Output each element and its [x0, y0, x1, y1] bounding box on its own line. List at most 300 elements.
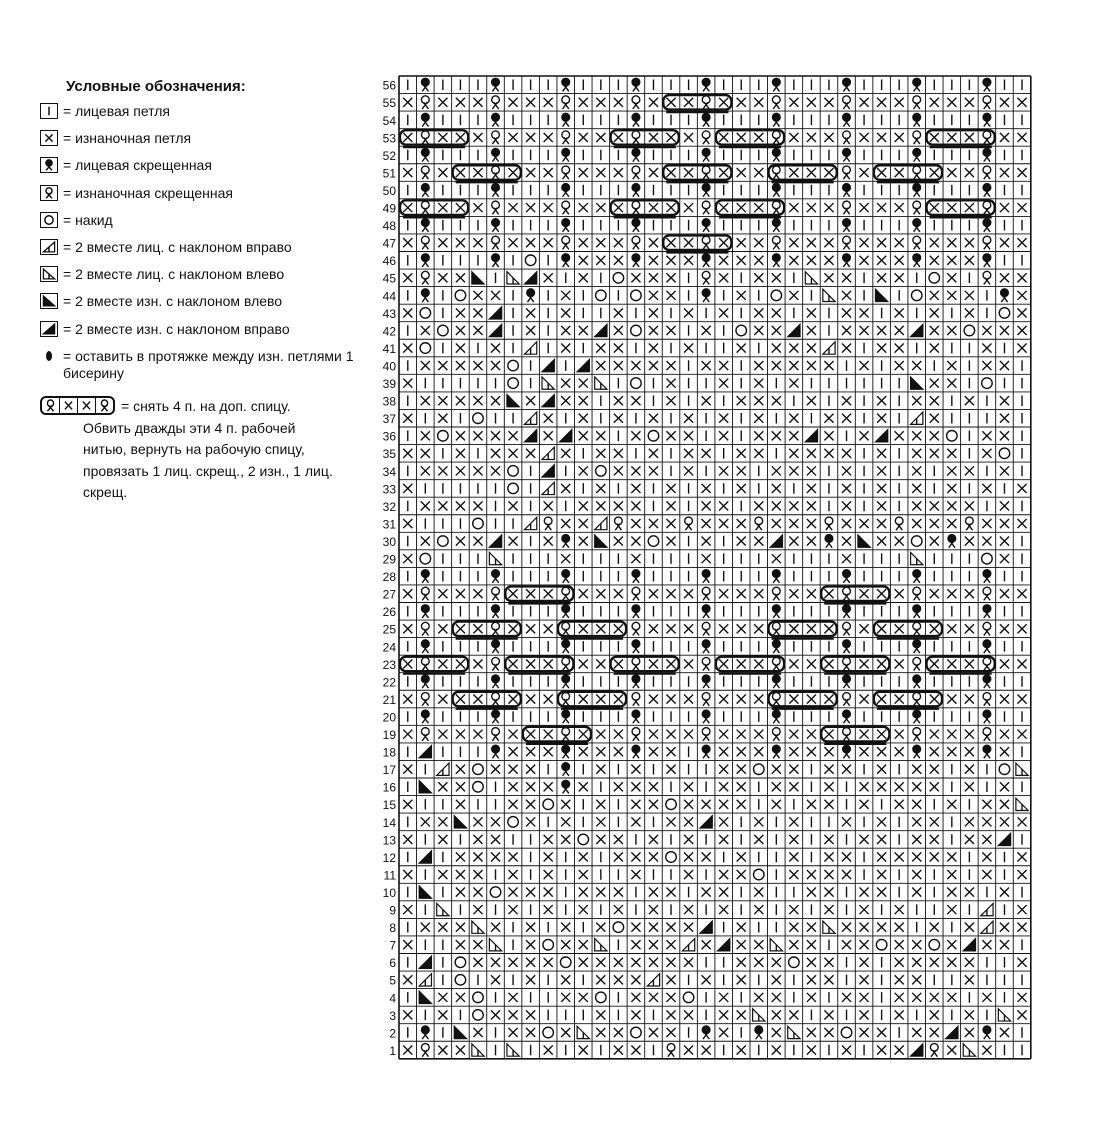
purl-twisted-stitch [492, 657, 500, 670]
purl-stitch [789, 923, 798, 932]
purl-stitch [772, 993, 781, 1002]
purl-stitch [754, 888, 763, 897]
purl-stitch [544, 782, 553, 791]
purl-stitch [684, 431, 693, 440]
purl-stitch [702, 888, 711, 897]
purl-stitch [509, 888, 518, 897]
purl-stitch [824, 168, 833, 177]
row-number: 10 [382, 885, 396, 900]
purl-stitch [1000, 361, 1009, 370]
purl-twisted-stitch [492, 96, 500, 109]
purl-stitch [842, 817, 851, 826]
k2tog-left-stitch [770, 939, 782, 951]
purl-stitch [631, 782, 640, 791]
purl-stitch [649, 782, 658, 791]
purl-stitch [596, 256, 605, 265]
purl-stitch [684, 238, 693, 247]
knit-twisted-stitch [983, 219, 991, 232]
purl-stitch [631, 975, 640, 984]
purl-stitch [824, 431, 833, 440]
purl-stitch [438, 1045, 447, 1054]
knit-twisted-stitch [421, 184, 429, 197]
k2tog-right-stitch [437, 763, 449, 775]
k2tog-left-stitch [963, 1044, 975, 1056]
row-number: 48 [382, 219, 396, 234]
purl-twisted-stitch [562, 657, 570, 670]
purl-twisted-stitch [913, 201, 921, 214]
knit-twisted-stitch [772, 78, 780, 91]
purl-stitch [438, 624, 447, 633]
k2tog-right-stitch [981, 921, 993, 933]
purl-stitch [860, 624, 869, 633]
knit-twisted-stitch [632, 675, 640, 688]
purl-stitch [737, 537, 746, 546]
purl-stitch [807, 484, 816, 493]
purl-stitch [965, 782, 974, 791]
purl-stitch [596, 501, 605, 510]
purl-stitch [947, 361, 956, 370]
purl-stitch [403, 343, 412, 352]
purl-stitch [860, 326, 869, 335]
purl-stitch [438, 923, 447, 932]
purl-stitch [824, 1028, 833, 1037]
yarn-over-stitch [929, 273, 940, 284]
purl-stitch [860, 1028, 869, 1037]
purl-stitch [561, 835, 570, 844]
purl-twisted-stitch [702, 728, 710, 741]
purl-stitch [526, 396, 535, 405]
purl-stitch [930, 519, 939, 528]
purl-stitch [789, 782, 798, 791]
purl-twisted-stitch [421, 1044, 429, 1057]
knit-twisted-stitch [772, 570, 780, 583]
purl-stitch [1000, 1028, 1009, 1037]
knit-twisted-stitch [913, 184, 921, 197]
knit-twisted-stitch [562, 184, 570, 197]
purl-stitch [1017, 923, 1026, 932]
purl-twisted-stitch [632, 201, 640, 214]
purl-stitch [614, 888, 623, 897]
purl-twisted-stitch [843, 96, 851, 109]
purl-stitch [895, 238, 904, 247]
knit-twisted-stitch [421, 605, 429, 618]
purl-stitch [649, 519, 658, 528]
purl-stitch [649, 273, 658, 282]
purl-stitch [860, 958, 869, 967]
purl-stitch [965, 291, 974, 300]
purl-twisted-stitch [843, 166, 851, 179]
purl-stitch [947, 519, 956, 528]
purl-stitch [912, 888, 921, 897]
purl-twisted-stitch [492, 622, 500, 635]
purl-stitch [807, 361, 816, 370]
purl-stitch [438, 466, 447, 475]
purl-stitch [526, 1028, 535, 1037]
purl-stitch [754, 326, 763, 335]
p2tog-right-stitch [770, 535, 782, 547]
purl-stitch [930, 817, 939, 826]
purl-stitch [473, 466, 482, 475]
purl-stitch [1000, 519, 1009, 528]
purl-stitch [631, 554, 640, 563]
purl-stitch [509, 589, 518, 598]
row-number: 40 [382, 359, 396, 374]
purl-stitch [824, 747, 833, 756]
purl-stitch [895, 923, 904, 932]
purl-twisted-stitch [421, 622, 429, 635]
purl-stitch [666, 923, 675, 932]
purl-stitch [684, 923, 693, 932]
purl-stitch [491, 343, 500, 352]
purl-stitch [666, 379, 675, 388]
knit-twisted-stitch [492, 148, 500, 161]
legend-item-text: = изнаночная петля [63, 130, 192, 147]
knit-twisted-stitch [527, 289, 535, 302]
knit-twisted-stitch [421, 78, 429, 91]
knit-twisted-stitch [562, 535, 570, 548]
purl-stitch [579, 537, 588, 546]
purl-stitch [877, 256, 886, 265]
purl-stitch [473, 238, 482, 247]
purl-stitch [982, 519, 991, 528]
row-number: 33 [382, 482, 396, 497]
purl-stitch [877, 414, 886, 423]
purl-stitch [403, 835, 412, 844]
purl-stitch [614, 414, 623, 423]
purl-stitch [807, 958, 816, 967]
purl-stitch [544, 624, 553, 633]
purl-stitch [895, 326, 904, 335]
purl-stitch [947, 379, 956, 388]
knit-twisted-stitch [492, 78, 500, 91]
purl-stitch [719, 589, 728, 598]
purl-twisted-stitch [632, 693, 640, 706]
purl-stitch [438, 993, 447, 1002]
purl-stitch [895, 1010, 904, 1019]
purl-stitch [438, 782, 447, 791]
purl-stitch [438, 1010, 447, 1019]
knit-twisted-stitch [492, 675, 500, 688]
yarn-over-stitch [438, 536, 449, 547]
knit-twisted-stitch [913, 254, 921, 267]
purl-stitch [719, 659, 728, 668]
purl-stitch [737, 624, 746, 633]
purl-stitch [649, 1028, 658, 1037]
yarn-over-stitch [911, 290, 922, 301]
purl-stitch [772, 273, 781, 282]
purl-stitch [824, 624, 833, 633]
purl-stitch [842, 852, 851, 861]
purl-stitch [596, 888, 605, 897]
p2tog-right-stitch [700, 816, 712, 828]
purl-stitch [491, 361, 500, 370]
purl-stitch [614, 694, 623, 703]
purl-stitch [930, 993, 939, 1002]
purl-stitch [789, 835, 798, 844]
knit-twisted-stitch [983, 640, 991, 653]
purl-stitch [930, 203, 939, 212]
knit-twisted-stitch [825, 535, 833, 548]
purl-stitch [877, 168, 886, 177]
purl-stitch [982, 326, 991, 335]
knit-twisted-stitch [562, 780, 570, 793]
purl-stitch [526, 817, 535, 826]
purl-stitch [719, 431, 728, 440]
purl-stitch [403, 589, 412, 598]
purl-stitch [509, 730, 518, 739]
purl-stitch [877, 133, 886, 142]
purl-stitch [789, 379, 798, 388]
k2tog-left-stitch [753, 1009, 765, 1021]
purl-stitch [965, 835, 974, 844]
purl-stitch [649, 238, 658, 247]
purl-stitch [438, 870, 447, 879]
purl-twisted-stitch [562, 622, 570, 635]
purl-stitch [789, 466, 798, 475]
purl-stitch [807, 923, 816, 932]
purl-stitch [631, 537, 640, 546]
knit-twisted-stitch [702, 289, 710, 302]
yarn-over-stitch [455, 957, 466, 968]
purl-stitch [631, 993, 640, 1002]
purl-stitch [807, 308, 816, 317]
purl-stitch [684, 168, 693, 177]
purl-stitch [754, 958, 763, 967]
yarn-over-stitch [631, 325, 642, 336]
purl-stitch [403, 624, 412, 633]
knit-twisted-stitch [632, 745, 640, 758]
purl-stitch [860, 133, 869, 142]
purl-stitch [666, 817, 675, 826]
purl-stitch [807, 238, 816, 247]
purl-stitch [912, 484, 921, 493]
purl-stitch [719, 168, 728, 177]
yarn-over-stitch [473, 782, 484, 793]
knit-twisted-stitch [562, 710, 570, 723]
purl-stitch [596, 975, 605, 984]
purl-stitch [824, 361, 833, 370]
purl-stitch [491, 817, 500, 826]
purl-stitch [596, 203, 605, 212]
row-number: 6 [389, 956, 396, 971]
purl-stitch [719, 308, 728, 317]
yarn-over-stitch [455, 975, 466, 986]
purl-stitch [789, 624, 798, 633]
knit-twisted-stitch [702, 570, 710, 583]
purl-twisted-stitch [562, 166, 570, 179]
purl-stitch [965, 98, 974, 107]
purl-stitch [596, 624, 605, 633]
purl-stitch [421, 501, 430, 510]
purl-stitch [403, 659, 412, 668]
purl-stitch [895, 852, 904, 861]
purl-stitch [737, 659, 746, 668]
k2tog-left-stitch [577, 1026, 589, 1038]
purl-stitch [473, 291, 482, 300]
purl-stitch [702, 537, 711, 546]
p2tog-right-stitch [805, 430, 817, 442]
p2tog-right-stitch [542, 359, 554, 371]
row-number: 37 [382, 412, 396, 427]
purl-stitch [649, 98, 658, 107]
row-number: 24 [382, 640, 396, 655]
purl-stitch [930, 659, 939, 668]
purl-stitch [1017, 484, 1026, 493]
purl-twisted-stitch [702, 201, 710, 214]
knit-twisted-stitch [492, 570, 500, 583]
purl-stitch [719, 379, 728, 388]
purl-stitch [877, 747, 886, 756]
purl-stitch [491, 431, 500, 440]
knit-twisted-stitch [421, 570, 429, 583]
purl-stitch [719, 765, 728, 774]
purl-twisted-stitch [913, 657, 921, 670]
knit-twisted-stitch [492, 113, 500, 126]
purl-stitch [930, 396, 939, 405]
purl-twisted-stitch [702, 131, 710, 144]
cable-description-line: скрещ. [83, 484, 128, 501]
purl-stitch [719, 835, 728, 844]
purl-stitch [649, 256, 658, 265]
purl-stitch [631, 501, 640, 510]
purl-stitch [719, 133, 728, 142]
purl-stitch [438, 730, 447, 739]
purl-stitch [807, 993, 816, 1002]
row-number: 25 [382, 622, 396, 637]
row-number: 54 [382, 113, 396, 128]
purl-stitch [912, 361, 921, 370]
purl-stitch [860, 361, 869, 370]
purl-stitch [1017, 343, 1026, 352]
knit-twisted-stitch [562, 148, 570, 161]
purl-twisted-stitch [702, 96, 710, 109]
knit-twisted-stitch [983, 184, 991, 197]
purl-stitch [807, 870, 816, 879]
purl-stitch [824, 1010, 833, 1019]
purl-stitch [754, 589, 763, 598]
purl-stitch [614, 782, 623, 791]
purl-stitch [824, 852, 833, 861]
purl-stitch [824, 98, 833, 107]
purl-stitch [684, 256, 693, 265]
purl-twisted-stitch [843, 131, 851, 144]
row-number: 31 [382, 517, 396, 532]
purl-stitch [666, 326, 675, 335]
purl-stitch [544, 659, 553, 668]
yarn-over-stitch [789, 957, 800, 968]
purl-stitch [789, 256, 798, 265]
purl-stitch [526, 923, 535, 932]
purl-stitch [579, 238, 588, 247]
purl-stitch [579, 940, 588, 949]
purl-stitch [877, 238, 886, 247]
purl-stitch [702, 800, 711, 809]
purl-stitch [947, 133, 956, 142]
purl-stitch [807, 326, 816, 335]
purl-stitch [596, 1028, 605, 1037]
purl-twisted-stitch [492, 236, 500, 249]
purl-stitch [842, 554, 851, 563]
k2tog-right-stitch [419, 974, 431, 986]
yarn-over-stitch [420, 343, 431, 354]
knit-twisted-stitch [772, 148, 780, 161]
purl-stitch [631, 519, 640, 528]
purl-stitch [666, 747, 675, 756]
purl-twisted-stitch [492, 728, 500, 741]
purl-stitch [702, 449, 711, 458]
purl-stitch [877, 484, 886, 493]
purl-stitch [579, 414, 588, 423]
purl-stitch [403, 975, 412, 984]
knit-twisted-stitch [702, 640, 710, 653]
purl-stitch [737, 1010, 746, 1019]
purl-twisted-stitch [421, 728, 429, 741]
purl-stitch [842, 484, 851, 493]
purl-stitch [631, 273, 640, 282]
purl-stitch [491, 975, 500, 984]
purl-stitch [930, 747, 939, 756]
purl-stitch [649, 993, 658, 1002]
purl-stitch [631, 870, 640, 879]
purl-twisted-stitch [983, 96, 991, 109]
purl-stitch [789, 905, 798, 914]
purl-stitch [631, 958, 640, 967]
purl-stitch [614, 905, 623, 914]
purl-stitch [824, 730, 833, 739]
purl-stitch [666, 958, 675, 967]
purl-stitch [438, 589, 447, 598]
purl-stitch [719, 466, 728, 475]
purl-stitch [561, 923, 570, 932]
purl-stitch [877, 870, 886, 879]
purl-twisted-stitch [895, 517, 903, 530]
purl-stitch [403, 870, 412, 879]
purl-stitch [456, 361, 465, 370]
knit-twisted-stitch [632, 148, 640, 161]
yarn-over-stitch [648, 431, 659, 442]
purl-twisted-stitch [913, 693, 921, 706]
purl-stitch [649, 589, 658, 598]
purl-stitch [544, 694, 553, 703]
purl-stitch [649, 940, 658, 949]
purl-stitch [509, 800, 518, 809]
legend-item-text: = накид [63, 211, 113, 228]
k2tog-left-stitch [911, 552, 923, 564]
purl-twisted-stitch [562, 693, 570, 706]
purl-stitch [877, 817, 886, 826]
purl-stitch [912, 958, 921, 967]
purl-stitch [719, 203, 728, 212]
purl-stitch [561, 1028, 570, 1037]
purl-stitch [579, 782, 588, 791]
purl-stitch [649, 414, 658, 423]
purl-stitch [789, 537, 798, 546]
p2tog-left-stitch [454, 1026, 466, 1038]
purl-stitch [666, 256, 675, 265]
purl-stitch [807, 396, 816, 405]
purl-stitch [842, 923, 851, 932]
cable-description-line: = снять 4 п. на доп. спицу. [121, 397, 291, 414]
purl-stitch [895, 256, 904, 265]
yarn-over-stitch [911, 536, 922, 547]
purl-stitch [473, 133, 482, 142]
yarn-over-stitch [841, 1027, 852, 1038]
cable-description-line: провязать 1 лиц. скрещ., 2 изн., 1 лиц. [83, 462, 333, 479]
knit-twisted-stitch [492, 605, 500, 618]
purl-stitch [473, 361, 482, 370]
purl-stitch [403, 800, 412, 809]
purl-stitch [473, 203, 482, 212]
